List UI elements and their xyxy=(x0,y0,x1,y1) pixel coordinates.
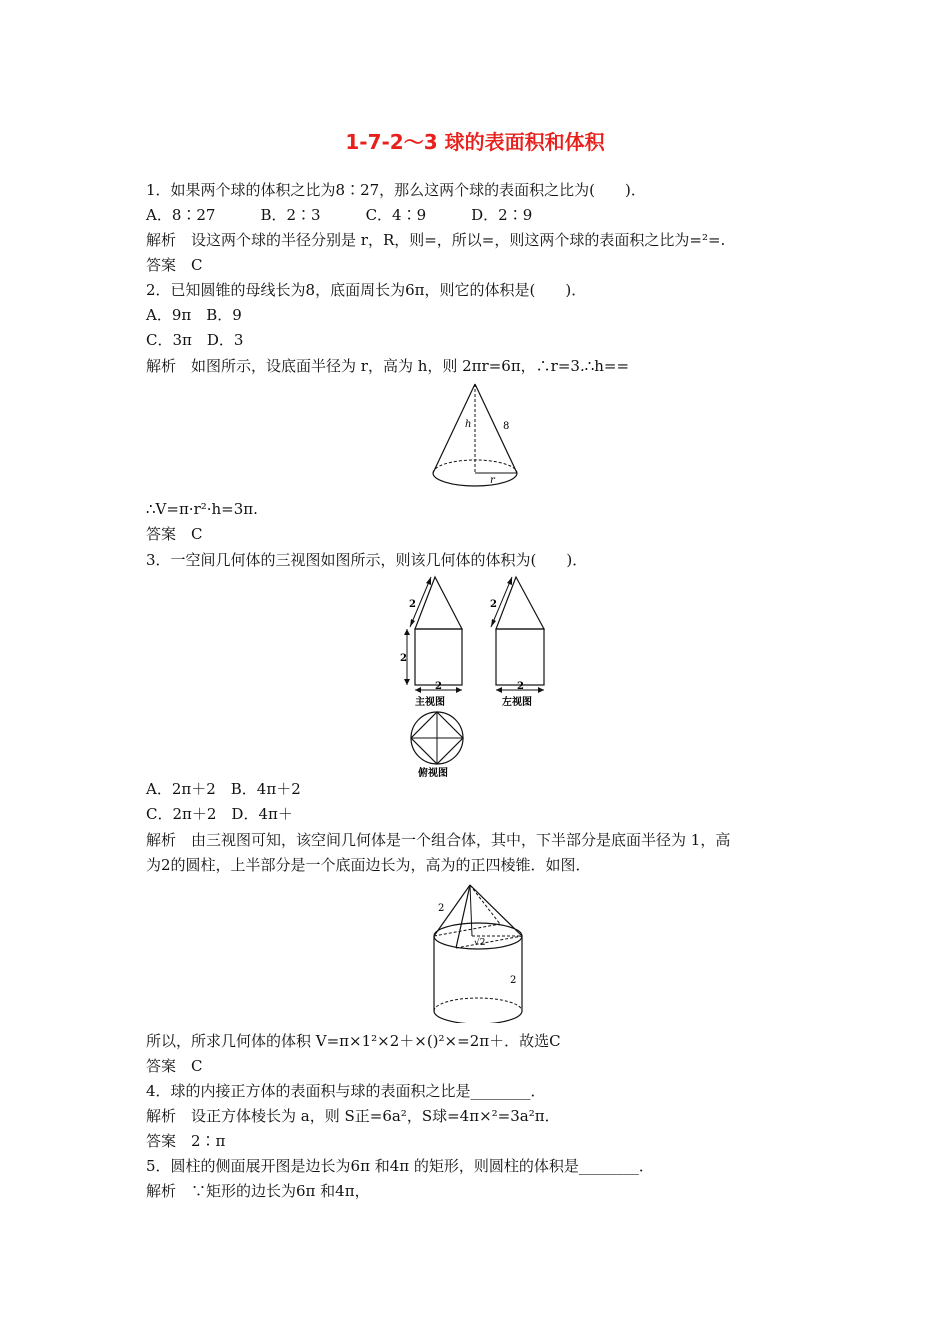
q1-answer: 答案 C xyxy=(146,256,203,274)
q1-analysis: 解析 设这两个球的半径分别是 r，R，则=，所以=，则这两个球的表面积之比为=²=. xyxy=(146,231,726,249)
q3-options-cd: C．2π＋2 D．4π＋ xyxy=(146,805,293,823)
q5-analysis: 解析 ∵矩形的边长为6π 和4π， xyxy=(146,1182,370,1200)
side-width-label: 2 xyxy=(517,681,524,692)
q3-options-ab: A．2π＋2 B．4π＋2 xyxy=(146,780,301,798)
cone-figure xyxy=(428,381,522,493)
q4-analysis: 解析 设正方体棱长为 a，则 S正=6a²，S球=4π×²=3a²π． xyxy=(146,1107,560,1125)
cone-slant-label: 8 xyxy=(503,421,510,432)
cone-r-label: r xyxy=(490,475,495,486)
front-width-label: 2 xyxy=(435,681,442,692)
q2-stem: 2．已知圆锥的母线长为8，底面周长为6π，则它的体积是( )． xyxy=(146,281,587,299)
three-view-figure xyxy=(398,573,558,778)
page-title: 1-7-2～3 球的表面积和体积 xyxy=(345,130,605,154)
q1-stem: 1．如果两个球的体积之比为8∶27，那么这两个球的表面积之比为( )． xyxy=(146,181,646,199)
q1-options: A．8∶27 B．2∶3 C．4∶9 D．2∶9 xyxy=(146,206,533,224)
q5-stem: 5．圆柱的侧面展开图是边长为6π 和4π 的矩形，则圆柱的体积是________． xyxy=(146,1157,654,1175)
side-view-caption: 左视图 xyxy=(502,697,532,708)
q2-options-ab: A．9π B．9 xyxy=(146,306,242,324)
q3-result: 所以，所求几何体的体积 V=π×1²×2＋×()²×=2π＋．故选C xyxy=(146,1032,561,1050)
q2-analysis: 解析 如图所示，设底面半径为 r，高为 h，则 2πr=6π，∴r=3.∴h== xyxy=(146,357,630,375)
q3-analysis-2: 为2的圆柱，上半部分是一个底面边长为，高为的正四棱锥．如图． xyxy=(146,856,591,874)
front-slant-label: 2 xyxy=(409,599,416,610)
q3-analysis-1: 解析 由三视图可知，该空间几何体是一个组合体，其中，下半部分是底面半径为 1，高 xyxy=(146,831,731,849)
q2-answer: 答案 C xyxy=(146,525,203,543)
q2-options-cd: C．3π D．3 xyxy=(146,331,244,349)
front-height-label: 2 xyxy=(400,653,407,664)
q3-answer: 答案 C xyxy=(146,1057,203,1075)
q4-stem: 4．球的内接正方体的表面积与球的表面积之比是________． xyxy=(146,1082,546,1100)
solid-cone-label: 2 xyxy=(438,903,445,914)
solid-cylinder-label: 2 xyxy=(510,975,517,986)
q3-stem: 3．一空间几何体的三视图如图所示，则该几何体的体积为( )． xyxy=(146,551,588,569)
front-view-caption: 主视图 xyxy=(415,697,445,708)
q4-answer: 答案 2∶π xyxy=(146,1132,226,1150)
solid-base-label: √2 xyxy=(474,938,486,948)
cone-h-label: h xyxy=(465,419,472,430)
top-view-caption: 俯视图 xyxy=(418,768,448,778)
side-slant-label: 2 xyxy=(490,599,497,610)
q2-result: ∴V=π·r²·h=3π. xyxy=(146,500,258,518)
solid-figure xyxy=(428,881,528,1023)
